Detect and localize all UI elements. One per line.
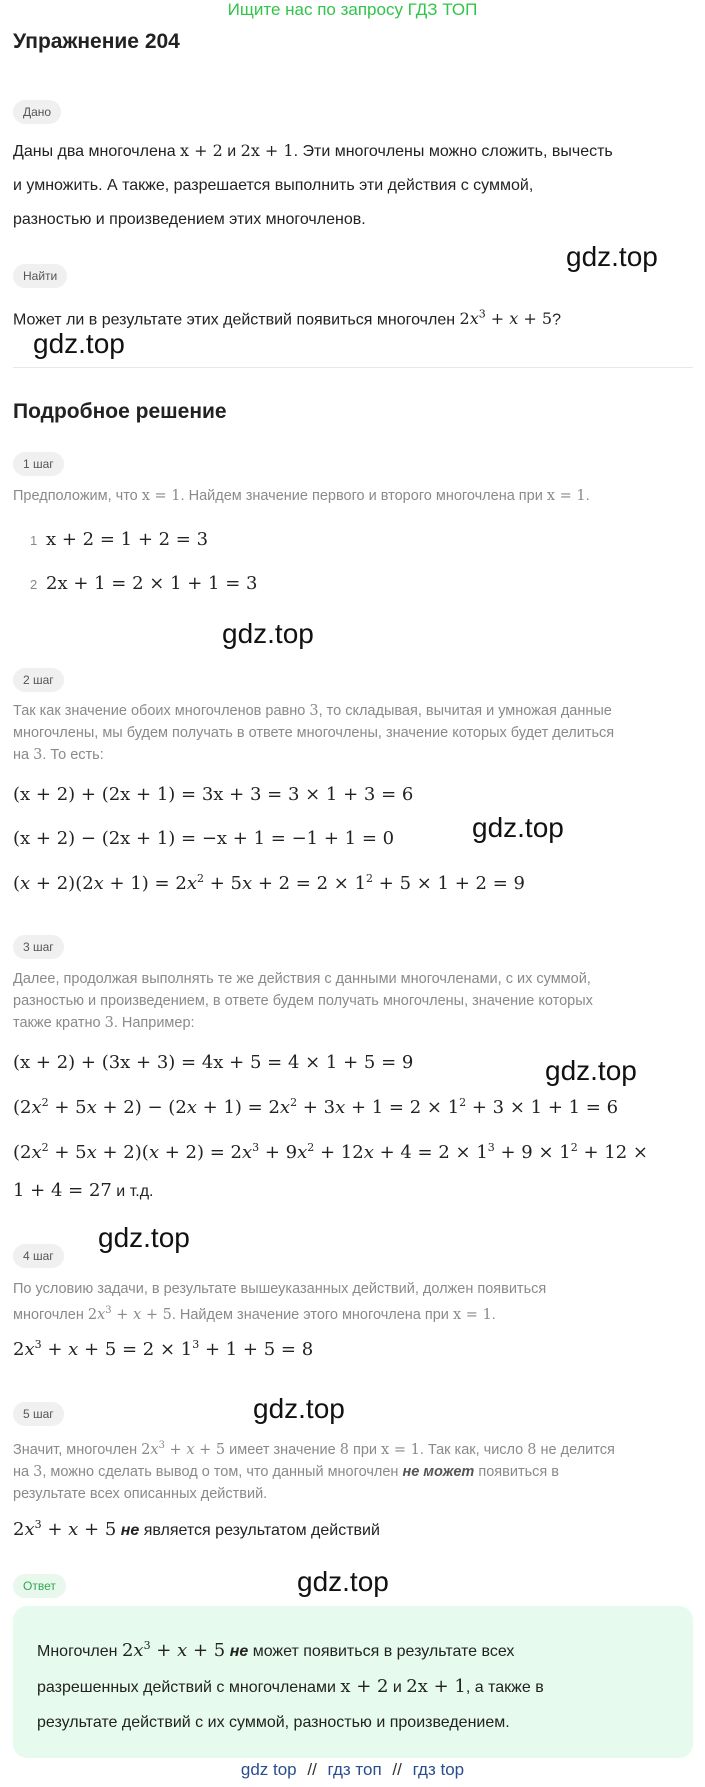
step-3-eq-3-cont: 1 + 4 = 27 и т.д. — [13, 1180, 154, 1201]
step-4-text: По условию задачи, в результате вышеуказанных действий, должен появиться многочлен $2x^3 + x + 5$. Найдем значение этого многочлена при x = 1. — [13, 1281, 547, 1323]
answer-label: Ответ — [13, 1574, 66, 1598]
step-2-eq-1: (x + 2) + (2x + 1) = 3x + 3 = 3 × 1 + 3 = 6 — [13, 784, 414, 805]
footer-link-gdz-top-ru[interactable]: гдз топ — [327, 1760, 382, 1779]
watermark: gdz.top — [566, 241, 658, 272]
watermark: gdz.top — [297, 1566, 389, 1597]
find-label: Найти — [13, 264, 67, 288]
step-3-eq-3: $(2x^2 + 5x + 2)(x + 2) = 2x^3 + 9x^2 + 12x + 4 = 2 \times 1^3 + 9 \times 1^2 + 12$ × — [13, 1141, 648, 1163]
step-5-text: Значит, многочлен $2x^3 + x + 5$ имеет значение 8 при x = 1. Так как, число 8 не делится на 3, можно сделать вывод о том, что данный многочлен не может появиться в результате всех описанных действий. — [13, 1440, 615, 1502]
step-5-label: 5 шаг — [13, 1402, 64, 1426]
step-3-label: 3 шаг — [13, 935, 64, 959]
step-1-eq-1: 1 x + 2 = 1 + 2 = 3 — [30, 529, 209, 550]
top-search-link[interactable]: Ищите нас по запросу ГДЗ ТОП — [227, 0, 478, 19]
step-4-eq: $2x^3 + x + 5 = 2 \times 1^3 + 1 + 5 = 8$ — [13, 1338, 314, 1360]
footer-sep: // — [307, 1760, 317, 1779]
step-2-label: 2 шаг — [13, 668, 64, 692]
divider — [13, 367, 693, 368]
step-3-eq-1: (x + 2) + (3x + 3) = 4x + 5 = 4 × 1 + 5 = 9 — [13, 1052, 414, 1073]
footer-links — [0, 1760, 705, 1780]
step-3-eq-2: $(2x^2 + 5x + 2) - (2x + 1) = 2x^2 + 3x + 1 = 2 \times 1^2 + 3 \times 1 + 1 = 6$ — [13, 1096, 619, 1118]
answer-text: Многочлен $2x^3 + x + 5$ не может появиться в результате всех разрешенных действий с многочленами x + 2 и 2x + 1, а также в результате действий с их суммой, разностью и произведением. — [37, 1639, 544, 1731]
watermark: gdz.top — [253, 1393, 345, 1424]
watermark: gdz.top — [545, 1055, 637, 1086]
given-text: Даны два многочлена x + 2 и 2x + 1. Эти многочлены можно сложить, вычесть и умножить. А также, разрешается выполнить эти действия с суммой, разностью и произведением этих многочленов. — [13, 141, 613, 228]
step-1-text: Предположим, что x = 1. Найдем значение первого и второго многочлена при x = 1. — [13, 488, 590, 504]
watermark: gdz.top — [472, 812, 564, 843]
given-label: Дано — [13, 100, 61, 124]
step-4-label: 4 шаг — [13, 1244, 64, 1268]
footer-link-gdz-top[interactable]: gdz top — [240, 1760, 297, 1779]
footer-sep: // — [392, 1760, 402, 1779]
watermark: gdz.top — [33, 328, 125, 359]
find-text: Может ли в результате этих действий появиться многочлен $2x^3 + x + 5$? — [13, 308, 561, 329]
step-2-eq-2: (x + 2) − (2x + 1) = −x + 1 = −1 + 1 = 0 — [13, 828, 395, 849]
step-1-label: 1 шаг — [13, 452, 64, 476]
watermark: gdz.top — [98, 1222, 190, 1253]
step-3-text: Далее, продолжая выполнять те же действия с данными многочленами, с их суммой, разностью и произведением, в ответе будем получать многочлены, значение которых также кратно 3. Например: — [13, 971, 593, 1031]
solution-title: Подробное решение — [13, 400, 227, 423]
step-2-text: Так как значение обоих многочленов равно 3, то складывая, вычитая и умножая данные многочлены, мы будем получать в ответе многочлены, значение которых будет делиться на 3. То есть: — [13, 703, 615, 763]
step-2-eq-3: $(x + 2)(2x + 1) = 2x^2 + 5x + 2 = 2 \times 1^2 + 5 \times 1 + 2 = 9$ — [13, 872, 525, 894]
footer-link-gdz-top-mixed[interactable]: гдз top — [412, 1760, 465, 1779]
watermark: gdz.top — [222, 618, 314, 649]
step-5-conclusion: $2x^3 + x + 5$ не является результатом действий — [13, 1518, 380, 1540]
page-title: Упражнение 204 — [13, 30, 180, 53]
step-1-eq-2: 2 2x + 1 = 2 × 1 + 1 = 3 — [30, 573, 258, 594]
